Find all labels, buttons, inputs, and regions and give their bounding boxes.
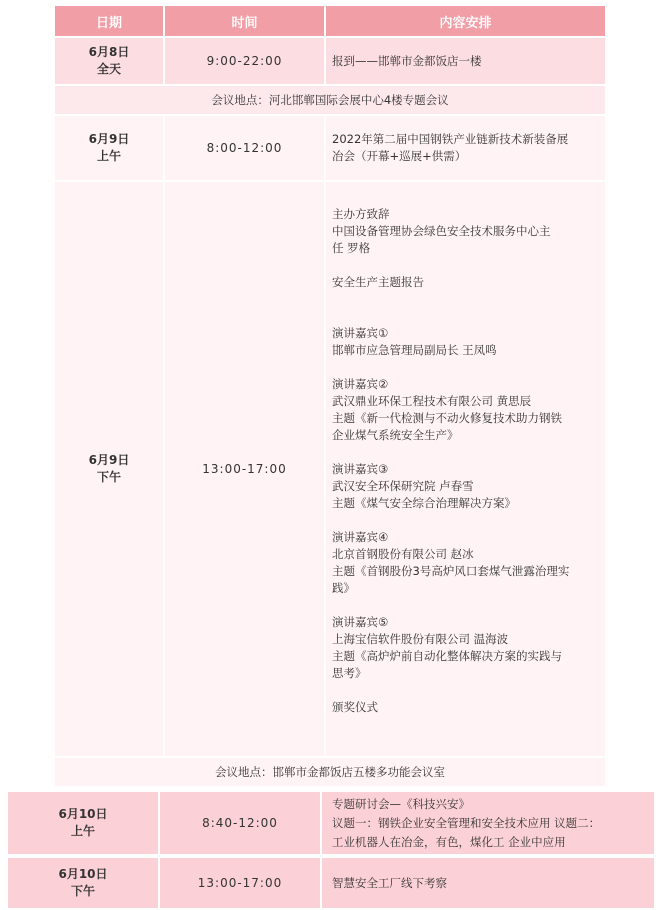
program-line: 颁奖仪式 xyxy=(332,700,378,714)
row2-content xyxy=(326,116,605,180)
row4-date-period: 上午 xyxy=(70,824,95,838)
header-content: 内容安排 xyxy=(326,6,605,36)
program-line: 企业煤气系统安全生产》 xyxy=(332,428,459,442)
location-banner-1: 会议地点：河北邯郸国际会展中心4楼专题会议 xyxy=(55,86,605,114)
program-line: 主题《煤气安全综合治理解决方案》 xyxy=(332,496,516,510)
program-line: 武汉鼎业环保工程技术有限公司 黄思辰 xyxy=(332,394,532,408)
row3-date xyxy=(55,182,163,756)
program-line: 思考》 xyxy=(332,666,367,680)
program-line: 演讲嘉宾② xyxy=(332,377,389,391)
program-line: 邯郸市应急管理局副局长 王凤鸣 xyxy=(332,343,497,357)
row2-date xyxy=(55,116,163,180)
program-line: 演讲嘉宾① xyxy=(332,326,389,340)
row4-content xyxy=(322,792,654,854)
row5-time: 13:00-17:00 xyxy=(160,858,320,908)
program-line: 主办方致辞 xyxy=(332,207,390,221)
program-line: 演讲嘉宾④ xyxy=(332,530,389,544)
row3-date-day: 6月9日 xyxy=(88,453,130,467)
row1-date xyxy=(55,38,163,84)
program-line: 北京首钢股份有限公司 赵冰 xyxy=(332,547,474,561)
program-line: 践》 xyxy=(332,581,355,595)
row4-date xyxy=(8,792,158,854)
row4-date-day: 6月10日 xyxy=(58,807,108,821)
row3-content xyxy=(326,182,605,756)
header-date: 日期 xyxy=(55,6,163,36)
row1-date-period: 全天 xyxy=(96,62,121,76)
row1-content: 报到——邯郸市金都饭店一楼 xyxy=(326,38,605,84)
row2-time: 8:00-12:00 xyxy=(165,116,324,180)
row3-time: 13:00-17:00 xyxy=(165,182,324,756)
program-line: 主题《新一代检测与不动火修复技术助力钢铁 xyxy=(332,411,562,425)
row2-content-line: 2022年第二届中国钢铁产业链新技术新装备展 xyxy=(332,132,569,146)
row4-content-line: 工业机器人在冶金，有色，煤化工 企业中应用 xyxy=(332,834,566,849)
program-line: 安全生产主题报告 xyxy=(332,275,424,289)
row5-date xyxy=(8,858,158,908)
row1-time: 9:00-22:00 xyxy=(165,38,324,84)
program-line: 演讲嘉宾⑤ xyxy=(332,615,389,629)
program-line: 上海宝信软件股份有限公司 温海波 xyxy=(332,632,509,646)
program-line: 中国设备管理协会绿色安全技术服务中心主 xyxy=(332,224,551,238)
row1-date-day: 6月8日 xyxy=(88,45,130,59)
row3-date-period: 下午 xyxy=(96,470,121,484)
row2-date-period: 上午 xyxy=(96,149,121,163)
program-line: 武汉安全环保研究院 卢春雪 xyxy=(332,479,474,493)
row5-content: 智慧安全工厂线下考察 xyxy=(322,858,654,908)
row4-time: 8:40-12:00 xyxy=(160,792,320,854)
header-time: 时间 xyxy=(165,6,324,36)
row4-content-line: 专题研讨会—《科技兴安》 xyxy=(332,796,470,811)
row4-content-line: 议题一：钢铁企业安全管理和安全技术应用 议题二： xyxy=(332,815,601,830)
program-line: 主题《首钢股份3号高炉风口套煤气泄露治理实 xyxy=(332,564,570,578)
row2-date-day: 6月9日 xyxy=(88,132,130,146)
location-banner-2: 会议地点：邯郸市金都饭店五楼多功能会议室 xyxy=(55,758,605,786)
row5-date-period: 下午 xyxy=(70,884,95,898)
row2-content-line: 冶会（开幕+巡展+供需） xyxy=(332,149,467,163)
row5-date-day: 6月10日 xyxy=(58,867,108,881)
program-line: 任 罗格 xyxy=(332,241,371,255)
program-line: 主题《高炉炉前自动化整体解决方案的实践与 xyxy=(332,649,562,663)
program-line: 演讲嘉宾③ xyxy=(332,462,389,476)
